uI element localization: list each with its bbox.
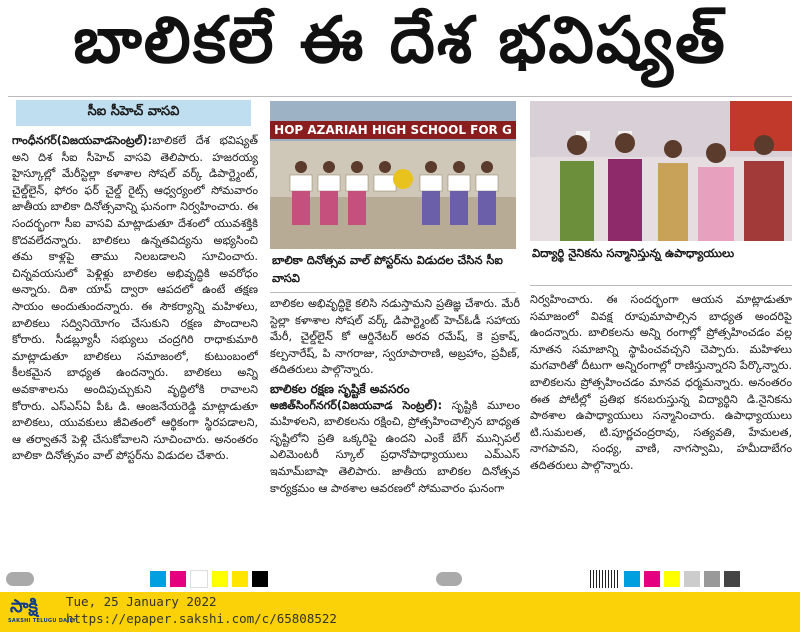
felicitation-photo [530,101,792,241]
magenta-swatch [644,571,660,587]
grey-swatch [684,571,700,587]
epaper-link[interactable]: https://epaper.sakshi.com/c/65808522 [66,611,337,626]
cyan-swatch [624,571,640,587]
article-text: బాలికలే దేశ భవిష్యత్ అని దిశ సీఐ సీహెచ్ వాసవి తెలిపారు. హజరయ్య హైస్కూల్లో మేరీస్టెల్లా కళాశాల సోషల్ వర్క్ డిపార్ట్మెంట్, చైల్డ్‌లైన్, ఫోరం ఫర్ చైల్డ్ రైట్స్ ఆధ్వర్యంలో సోమవారం జాతీయ బాలికా దినోత్సవాన్ని ఘనంగా నిర్వహించారు. ఈ సందర్భంగా సీఐ వాసవి మాట్లాడుతూ దేశంలో యువశక్తికి కొదవలేదన్నారు. బాలికలు ఉన్నతవిద్యను అభ్యసించి తమ కాళ్లపై తాము నిలబడాలని సూచించారు. చిన్నవయసులో పెళ్లిళ్లు బాలికల అభివృద్ధికి అవరోధం అన్నారు. దిశా యాప్ ద్వారా ఆపదలో ఉంటే తక్షణ సాయం అందుతుందన్నారు. ఈ సౌకర్యాన్ని మహిళలు, బాలికలు సద్వినియోగం చేసుకుని రక్షణ పొందాలని కోరారు. సీడబ్ల్యూసీ సభ్యులు చంద్రగిరి రాధాకుమారి మాట్లాడుతూ బాలికలు సమాజంలో, కుటుంబంలో కీలకమైన బాధ్యత ఉందన్నారు. బాలికలు అన్ని అవకాశాలను అందిపుచ్చుకుని వృద్ధిలోకి రావాలని కోరారు. ఎస్‌ఎస్‌ఏ పీఓ డి. ఆంజనేయరెడ్డి మాట్లాడుతూ బాలికలు, యువకులు జీవితంలో ఆర్థికంగా స్థిరపడాలని, ఆ తర్వాతనే పెళ్లి చేసుకోవాలని సూచించారు. అనంతరం బాలికా దినోత్సవం వాల్ పోస్టర్‌ను విడుదల చేశారు. [12,134,258,463]
magenta-swatch [170,571,186,587]
grey-swatch [704,571,720,587]
yellow-swatch [664,571,680,587]
caption-rule-1 [270,292,516,293]
edition-date: Tue, 25 January 2022 [66,594,217,609]
photo-caption-2: విద్యార్థి నైనికను సన్మానిస్తున్న ఉపాధ్యాయులు [532,246,735,260]
registration-mark [6,572,34,586]
yellow-swatch [232,571,248,587]
article-text: సృష్టికి మూలం మహిళలని, బాలికలను రక్షించి, ప్రోత్సహించాల్సిన బాధ్యత సృష్టిలోని ప్రతి ఒక్కరిపై ఉందని ఎంకే బేగ్ మున్సిపల్ ఎలిమెంటరీ స్కూల్ ప్రధానోపాధ్యాయులు ఎమ్‌ఎస్ ఇమామ్‌బాషా తెలిపారు. జాతీయ బాలికల దినోత్సవ కార్యక్రమం ఆ పాఠశాల ఆవరణలో సోమవారం ఘనంగా [270,398,520,495]
subheading: బాలికల రక్షణ సృష్టికే అవసరం [270,381,410,396]
white-swatch [190,570,208,588]
cyan-swatch [150,571,166,587]
black-swatch [252,571,268,587]
byline: సీఐ సీహెచ్ వాసవి [16,100,251,126]
article-text: బాలికల అభివృద్ధికై కలిసి నడుస్తామని ప్రతిజ్ఞ చేశారు. మేరీ స్టెల్లా కళాశాల సోషల్ వర్క్ డిపార్ట్మెంట్ హెచ్‌ఓడీ సహాయ మేరీ, చైల్డ్‌లైన్ కో ఆర్డినేటర్ అరవ రమేష్, కె ప్రకాష్, కల్పనారేష్, పి నాగరాజు, స్వరూపారాణి, అబ్రహాం, ప్రవీణ్, తదితరులు పాల్గొన్నారు. [270,297,520,377]
color-bar-right [624,570,740,588]
black-swatch [724,571,740,587]
caption-rule-2 [530,285,792,286]
photo-illustration [530,101,792,241]
poster-release-photo [270,101,516,249]
article-column-1 [12,133,258,555]
dateline: అజిత్‌సింగ్‌నగర్(విజయవాడ సెంట్రల్): [270,398,443,412]
school-banner-text: HOP AZARIAH HIGH SCHOOL FOR G [274,123,512,137]
article-column-3 [530,292,792,556]
dateline: గాంధీనగర్(విజయవాడసెంట్రల్): [12,134,153,147]
article-text: నిర్వహించారు. ఈ సందర్భంగా ఆయన మాట్లాడుతూ సమాజంలో వివక్ష రూపుమాపాల్సిన బాధ్యత అందరిపై ఉందన్నారు. బాలికలను అన్ని రంగాల్లో ప్రోత్సహించడం వల్ల నూతన సమాజాన్ని స్థాపించవచ్చని చెప్పారు. మహిళలు మగవారితో దీటుగా అన్నిరంగాల్లో రాణిస్తున్నారని పేర్కొన్నారు. బాలికలను ప్రోత్సహించడం మానవ ధర్మమన్నారు. అనంతరం ఈత పోటీల్లో ప్రతిభ కనబరుస్తున్న విద్యార్థిని డి.నైనికను పాఠశాల ఉపాధ్యాయులు సన్మానించారు. ఉపాధ్యాయులు టి.సుమలత, టి.పూర్ణచంద్రరావు, సత్యవతి, హేమలత, నాగపావని, సంధ్య, వాణి, నాగస్వామి, హమీదాబేగం తదితరులు పాల్గొన్నారు. [530,293,792,472]
logo-wordmark: సాక్షి [10,596,38,617]
photo-caption-1: బాలికా దినోత్సవ వాల్ పోస్టర్‌ను విడుదల చేసిన సీఐ వాసవి [272,253,503,285]
registration-mark [436,572,462,586]
headline-rule [8,96,792,97]
logo-tagline: SAKSHI TELUGU DAILY [8,618,77,624]
registration-stripes [590,570,620,588]
sakshi-logo[interactable] [6,596,77,628]
article-column-2 [270,296,520,556]
photo-illustration [270,101,516,249]
headline: బాలికలే ఈ దేశ భవిష్యత్ [73,3,727,78]
yellow-swatch [212,571,228,587]
color-bar-left [150,570,268,588]
